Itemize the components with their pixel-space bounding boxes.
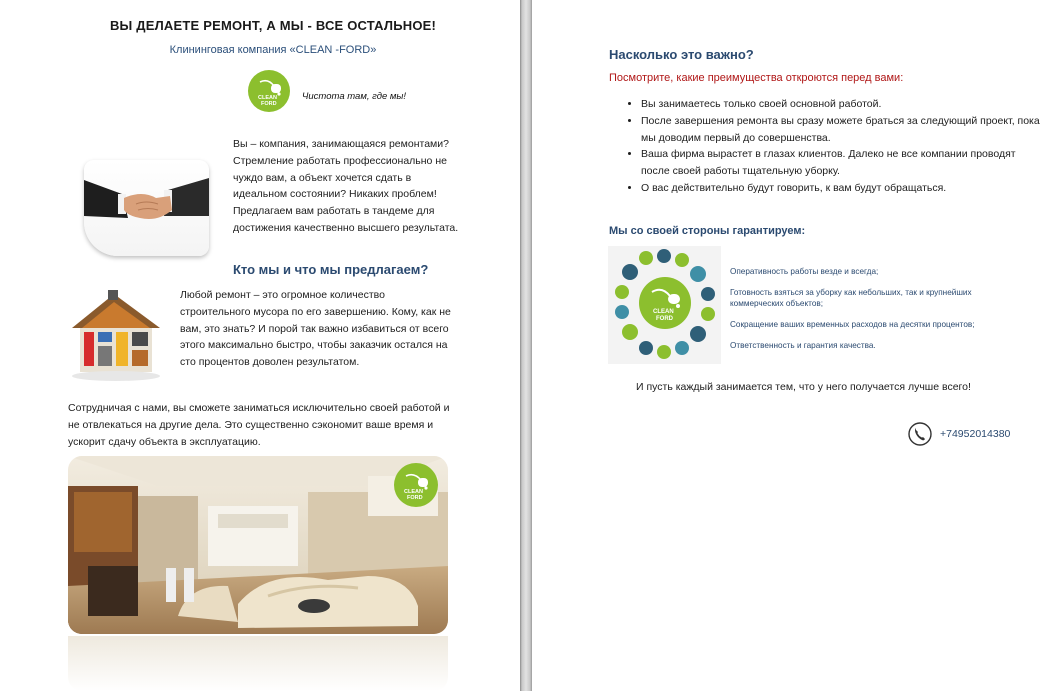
offer-paragraph — [180, 287, 510, 371]
list-item — [730, 287, 1020, 309]
benefits-list — [609, 96, 1041, 197]
logo-line1: CLEAN — [258, 95, 277, 101]
benefits-intro: Посмотрите, какие преимущества откроются перед вами: — [609, 72, 904, 84]
logo-line1: CLEAN — [653, 309, 674, 315]
text-line: Оперативность работы везде и всегда; — [730, 267, 879, 276]
text-line: Сотрудничая с нами, вы сможете заниматься исключительно своей работой и — [68, 402, 450, 414]
list-item: • После завершения ремонта вы сразу можете браться за следующий проект, пока мы доводим первый до совершенства. — [641, 113, 1041, 147]
section-heading: Кто мы и что мы предлагаем? — [233, 262, 429, 277]
guarantees-list — [730, 266, 1020, 351]
text-line: ускорит сдачу объекта в эксплуатацию. — [68, 435, 261, 448]
cooperation-paragraph — [68, 400, 518, 450]
intro-paragraph — [233, 136, 513, 237]
list-item — [730, 319, 1020, 330]
logo-line2: FORD — [656, 316, 673, 322]
page-gutter — [520, 0, 532, 691]
house-tools-image — [68, 288, 166, 384]
vacuum-cleaner-logo-icon — [248, 70, 290, 112]
text-line: этого максимально быстро, чтобы заказчик остался на — [180, 339, 448, 352]
closing-statement: И пусть каждый занимается тем, что у него получается лучше всего! — [636, 381, 971, 393]
text-line: Сокращение ваших временных расходов на десятки процентов; — [730, 320, 975, 329]
left-page — [0, 0, 520, 691]
logo-line2: FORD — [407, 495, 423, 501]
list-item — [730, 266, 1020, 277]
list-item: • Ваша фирма вырастет в глазах клиентов. Далеко не все компании проводят после своей работы тщательную уборку. — [641, 146, 1041, 180]
guarantee-heading: Мы со своей стороны гарантируем: — [609, 225, 806, 237]
list-item: • Вы занимаетесь только своей основной работой. — [641, 96, 1041, 113]
phone-number[interactable]: +74952014380 — [940, 428, 1011, 440]
handshake-image — [84, 160, 209, 256]
text-line: вам, это знать? И порой так важно избавиться от всего — [180, 322, 449, 335]
importance-heading: Насколько это важно? — [609, 47, 754, 62]
text-line: не отвлекаться на другие дела. Это существенно сэкономит ваше время и — [68, 418, 434, 431]
list-item — [730, 340, 1020, 351]
text-line: Любой ремонт – это огромное количество — [180, 289, 385, 301]
list-item: • О вас действительно будут говорить, к вам будут обращаться. — [641, 180, 1041, 197]
text-line: сто процентов доволен результатом. — [180, 356, 360, 369]
text-line: идеальном состоянии? Никаких проблем! — [233, 188, 437, 201]
text-line: Ответственность и гарантия качества. — [730, 341, 876, 350]
company-name: Клининговая компания «CLEAN -FORD» — [169, 44, 377, 56]
text-line: чуждо вам, а объект хочется сдать в — [233, 171, 412, 184]
text-line: Стремление работать профессионально не — [233, 154, 447, 167]
text-line: строительного мусора по его завершению. Кому, как не — [180, 305, 451, 318]
service-icons-cluster — [608, 246, 721, 364]
logo-line1: CLEAN — [404, 489, 423, 495]
logo-line2: FORD — [261, 101, 277, 107]
page-title: ВЫ ДЕЛАЕТЕ РЕМОНТ, А МЫ - ВСЕ ОСТАЛЬНОЕ! — [109, 18, 437, 33]
text-line: Вы – компания, занимающаяся ремонтами? — [233, 138, 449, 150]
vacuum-cleaner-logo-icon — [394, 463, 438, 507]
interior-photo — [68, 456, 448, 634]
text-line: достижения качественно высшего результата. — [233, 221, 459, 234]
text-line: коммерческих объектов; — [730, 299, 824, 308]
phone-handset-icon — [908, 422, 932, 446]
text-line: Готовность взяться за уборку как небольших, так и крупнейших — [730, 288, 972, 297]
slogan: Чистота там, где мы! — [302, 91, 407, 102]
text-line: Предлагаем вам работать в тандеме для — [233, 205, 435, 218]
photo-reflection — [68, 636, 448, 691]
